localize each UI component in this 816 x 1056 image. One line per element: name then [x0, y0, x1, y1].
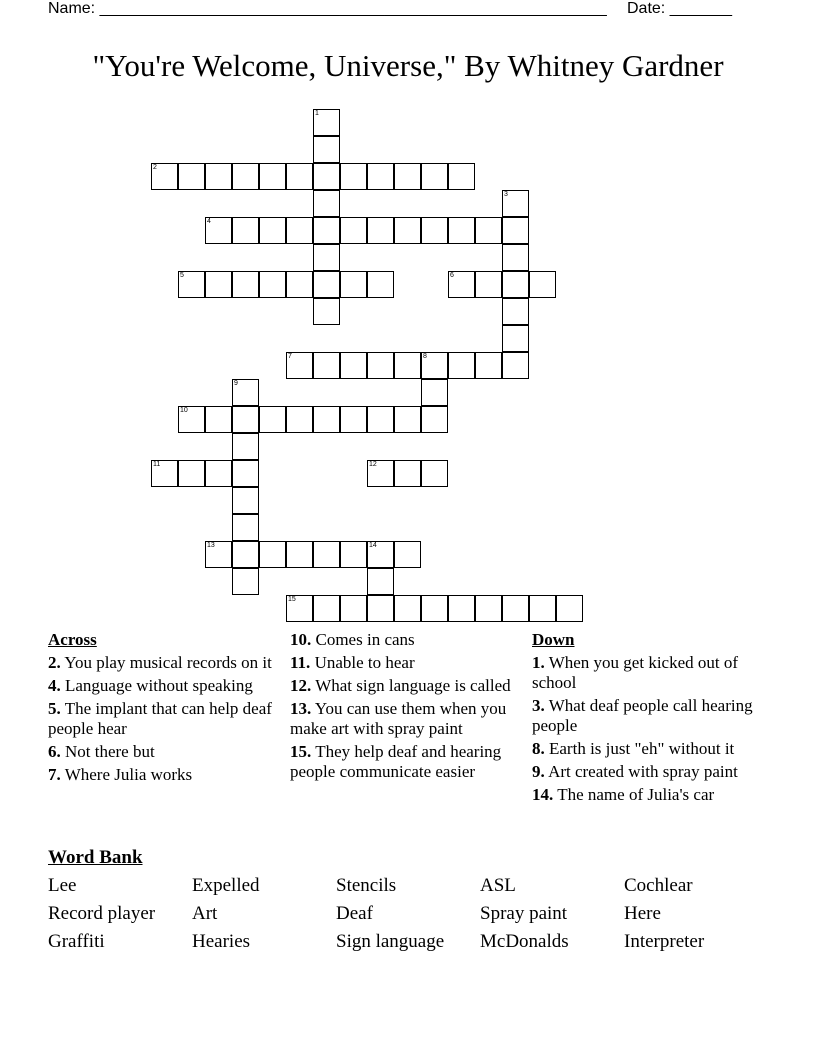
grid-cell[interactable] — [313, 136, 340, 163]
word-bank-item: Sign language — [336, 931, 445, 952]
grid-cell[interactable] — [286, 406, 313, 433]
grid-cell[interactable] — [232, 433, 259, 460]
grid-cell[interactable] — [340, 541, 367, 568]
grid-cell[interactable] — [313, 217, 340, 244]
grid-cell[interactable] — [367, 406, 394, 433]
grid-cell[interactable] — [475, 595, 502, 622]
grid-cell[interactable] — [367, 568, 394, 595]
clue-down-9: 9. Art created with spray paint — [532, 762, 738, 781]
grid-cell[interactable] — [313, 352, 340, 379]
grid-cell[interactable] — [178, 406, 205, 433]
grid-cell[interactable] — [205, 541, 232, 568]
grid-cell[interactable] — [313, 163, 340, 190]
grid-cell[interactable] — [286, 271, 313, 298]
clue-number: 3 — [504, 191, 508, 198]
grid-cell[interactable] — [394, 460, 421, 487]
clue-across-10: 10. Comes in cans — [290, 630, 415, 649]
clue-down-1: 1. When you get kicked out of school — [532, 653, 739, 692]
grid-cell[interactable] — [313, 271, 340, 298]
grid-cell[interactable] — [448, 271, 475, 298]
page-title: "You're Welcome, Universe," By Whitney Gardner — [92, 48, 724, 83]
grid-cell[interactable] — [205, 271, 232, 298]
clue-number: 7 — [288, 353, 292, 360]
grid-cell[interactable] — [205, 406, 232, 433]
word-bank-item: Record player — [48, 903, 156, 924]
grid-cell[interactable] — [259, 271, 286, 298]
clue-down-3: 3. What deaf people call hearing people — [532, 696, 753, 735]
grid-cell[interactable] — [232, 460, 259, 487]
grid-cell[interactable] — [151, 460, 178, 487]
across-heading: Across — [48, 630, 97, 649]
grid-cell[interactable] — [313, 109, 340, 136]
grid-cell[interactable] — [394, 163, 421, 190]
across-clues-col-1 — [48, 630, 276, 788]
grid-cell[interactable] — [502, 298, 529, 325]
grid-cell[interactable] — [232, 271, 259, 298]
grid-cell[interactable] — [259, 541, 286, 568]
grid-cell[interactable] — [313, 244, 340, 271]
grid-cell[interactable] — [421, 379, 448, 406]
word-bank-item: Lee — [48, 875, 77, 896]
grid-cell[interactable] — [502, 325, 529, 352]
clue-number: 15 — [288, 596, 296, 603]
grid-cell[interactable] — [313, 298, 340, 325]
grid-cell[interactable] — [394, 352, 421, 379]
clue-number: 12 — [369, 461, 377, 468]
grid-cell[interactable] — [340, 352, 367, 379]
grid-cell[interactable] — [367, 595, 394, 622]
grid-cell[interactable] — [232, 379, 259, 406]
clue-across-12: 12. What sign language is called — [290, 676, 511, 695]
grid-cell[interactable] — [502, 595, 529, 622]
clue-across-13: 13. You can use them when you make art with spray paint — [290, 699, 507, 738]
word-bank-item: ASL — [480, 875, 516, 896]
clue-number: 4 — [207, 218, 211, 225]
grid-cell[interactable] — [178, 271, 205, 298]
grid-cell[interactable] — [367, 460, 394, 487]
clue-number: 9 — [234, 380, 238, 387]
grid-cell[interactable] — [367, 271, 394, 298]
word-bank-heading: Word Bank — [48, 847, 143, 868]
word-bank — [48, 875, 768, 953]
grid-cell[interactable] — [286, 217, 313, 244]
grid-cell[interactable] — [529, 271, 556, 298]
grid-cell[interactable] — [502, 352, 529, 379]
grid-cell[interactable] — [394, 406, 421, 433]
word-bank-item: Deaf — [336, 903, 373, 924]
clue-across-7: 7. Where Julia works — [48, 765, 193, 784]
grid-cell[interactable] — [475, 271, 502, 298]
clue-number: 13 — [207, 542, 215, 549]
grid-cell[interactable] — [205, 163, 232, 190]
grid-cell[interactable] — [232, 541, 259, 568]
grid-cell[interactable] — [286, 163, 313, 190]
clue-number: 1 — [315, 110, 319, 117]
word-bank-item: Cochlear — [624, 875, 693, 896]
clue-number: 2 — [153, 164, 157, 171]
word-bank-item: Here — [624, 903, 661, 924]
clue-across-15: 15. They help deaf and hearing people communicate easier — [290, 742, 502, 781]
grid-cell[interactable] — [259, 217, 286, 244]
grid-cell[interactable] — [394, 541, 421, 568]
grid-cell[interactable] — [205, 217, 232, 244]
grid-cell[interactable] — [367, 541, 394, 568]
grid-cell[interactable] — [421, 352, 448, 379]
word-bank-item: Hearies — [192, 931, 251, 952]
grid-cell[interactable] — [205, 460, 232, 487]
grid-cell[interactable] — [502, 271, 529, 298]
grid-cell[interactable] — [178, 460, 205, 487]
grid-cell[interactable] — [421, 163, 448, 190]
grid-cell[interactable] — [313, 406, 340, 433]
grid-cell[interactable] — [232, 406, 259, 433]
clue-number: 6 — [450, 272, 454, 279]
clue-across-11: 11. Unable to hear — [290, 653, 415, 672]
grid-cell[interactable] — [367, 163, 394, 190]
grid-cell[interactable] — [556, 595, 583, 622]
grid-cell[interactable] — [232, 568, 259, 595]
grid-cell[interactable] — [232, 487, 259, 514]
grid-cell[interactable] — [502, 190, 529, 217]
clue-down-8: 8. Earth is just "eh" without it — [532, 739, 735, 758]
across-clues-col-2 — [290, 630, 526, 785]
grid-cell[interactable] — [340, 406, 367, 433]
clue-number: 10 — [180, 407, 188, 414]
date-field-label: Date: _______ — [627, 0, 732, 17]
word-bank-item: Art — [192, 903, 218, 924]
grid-cell[interactable] — [421, 406, 448, 433]
grid-cell[interactable] — [367, 217, 394, 244]
clue-number: 11 — [153, 461, 161, 468]
clue-across-6: 6. Not there but — [48, 742, 155, 761]
grid-cell[interactable] — [313, 190, 340, 217]
grid-cell[interactable] — [232, 217, 259, 244]
grid-cell[interactable] — [421, 595, 448, 622]
grid-cell[interactable] — [448, 217, 475, 244]
grid-cell[interactable] — [232, 514, 259, 541]
grid-cell[interactable] — [448, 595, 475, 622]
grid-cell[interactable] — [340, 217, 367, 244]
word-bank-item: Spray paint — [480, 903, 568, 924]
word-bank-item: Graffiti — [48, 931, 105, 952]
grid-cell[interactable] — [448, 163, 475, 190]
grid-cell[interactable] — [259, 406, 286, 433]
word-bank-item: McDonalds — [480, 931, 569, 952]
grid-cell[interactable] — [286, 541, 313, 568]
clue-number: 8 — [423, 353, 427, 360]
grid-cell[interactable] — [340, 271, 367, 298]
grid-cell[interactable] — [421, 217, 448, 244]
grid-cell[interactable] — [529, 595, 556, 622]
grid-cell[interactable] — [394, 217, 421, 244]
down-heading: Down — [532, 630, 575, 649]
down-clues-col — [532, 630, 758, 808]
grid-cell[interactable] — [286, 595, 313, 622]
grid-cell[interactable] — [178, 163, 205, 190]
grid-cell[interactable] — [475, 352, 502, 379]
grid-cell[interactable] — [286, 352, 313, 379]
grid-cell[interactable] — [475, 217, 502, 244]
grid-cell[interactable] — [259, 163, 286, 190]
grid-cell[interactable] — [151, 163, 178, 190]
word-bank-item: Interpreter — [624, 931, 705, 952]
clue-across-2: 2. You play musical records on it — [48, 653, 272, 672]
word-bank-item: Expelled — [192, 875, 260, 896]
clue-across-5: 5. The implant that can help deaf people hear — [48, 699, 272, 738]
grid-cell[interactable] — [313, 541, 340, 568]
name-field-label: Name: _________________________________________________________ — [48, 0, 607, 17]
grid-cell[interactable] — [232, 163, 259, 190]
grid-cell[interactable] — [313, 595, 340, 622]
grid-cell[interactable] — [340, 163, 367, 190]
clue-number: 14 — [369, 542, 377, 549]
grid-cell[interactable] — [448, 352, 475, 379]
clue-across-4: 4. Language without speaking — [48, 676, 253, 695]
word-bank-item: Stencils — [336, 875, 397, 896]
grid-cell[interactable] — [394, 595, 421, 622]
grid-cell[interactable] — [502, 217, 529, 244]
grid-cell[interactable] — [421, 460, 448, 487]
clue-down-14: 14. The name of Julia's car — [532, 785, 715, 804]
grid-cell[interactable] — [502, 244, 529, 271]
clue-number: 5 — [180, 272, 184, 279]
grid-cell[interactable] — [367, 352, 394, 379]
grid-cell[interactable] — [340, 595, 367, 622]
